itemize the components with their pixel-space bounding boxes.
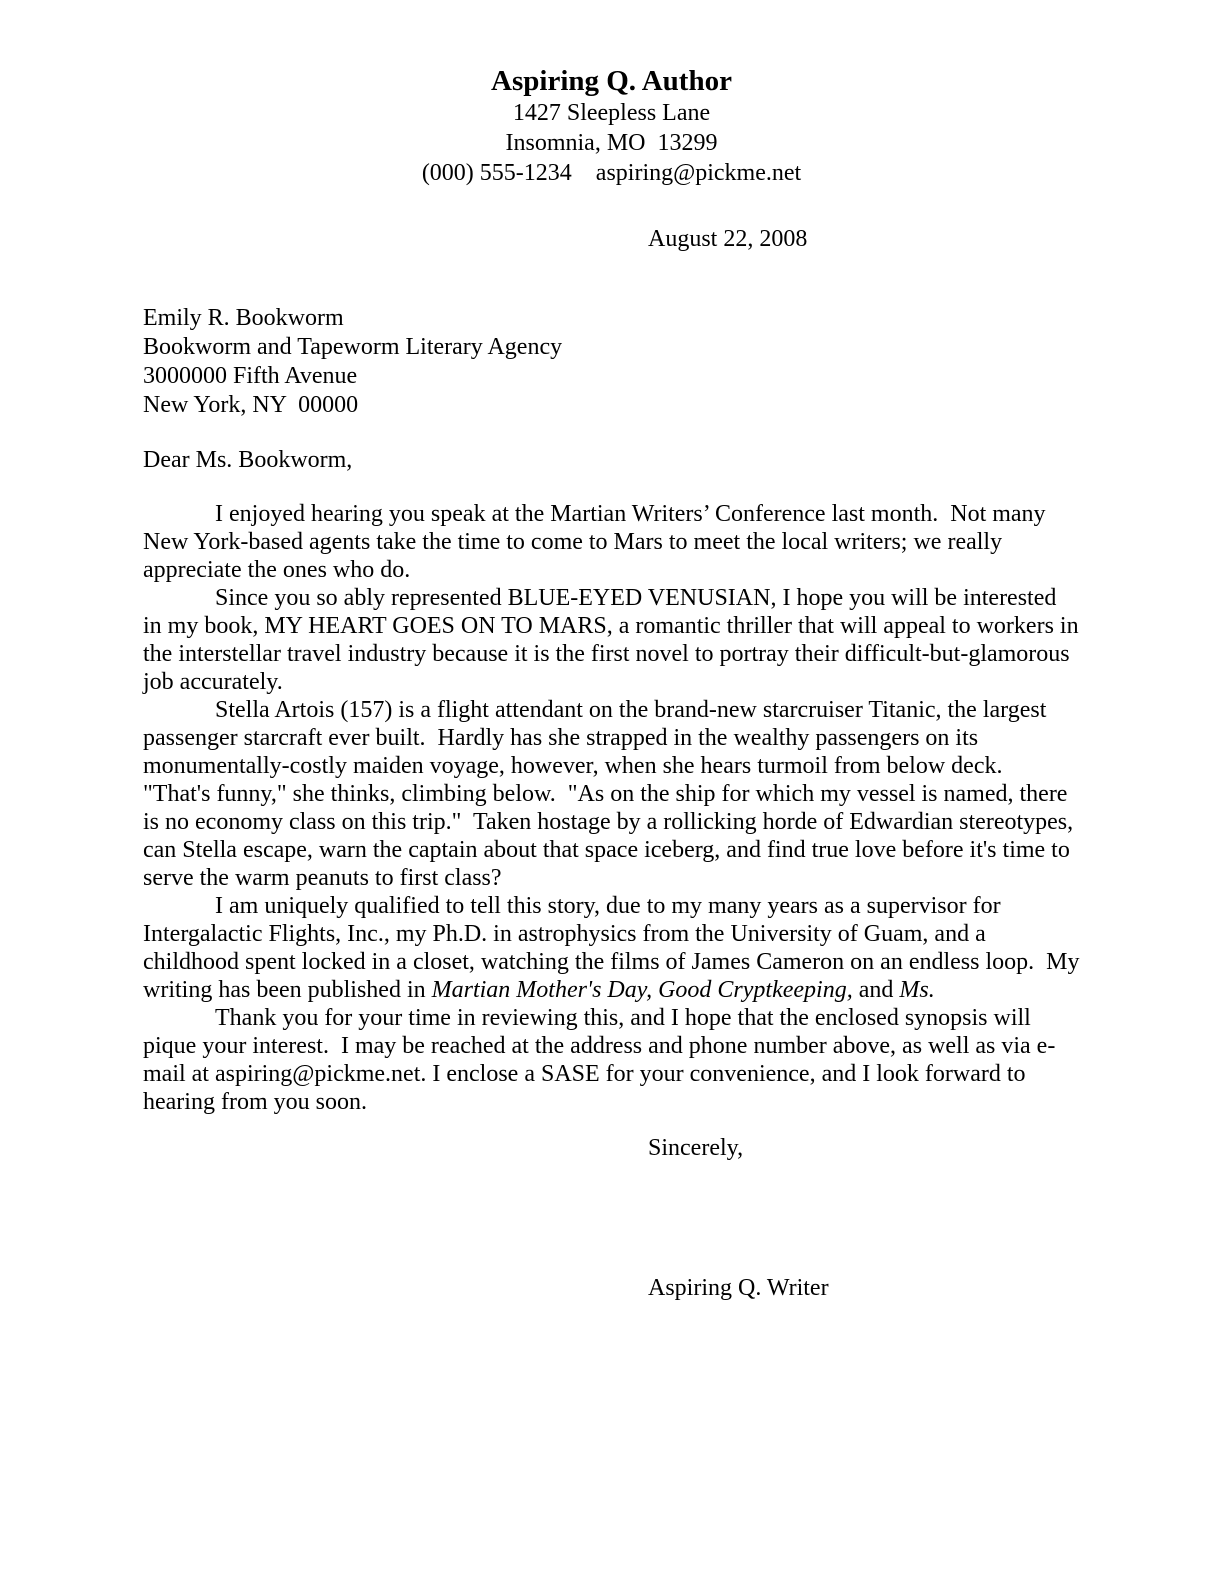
italic-text-run: Ms.	[899, 977, 935, 1003]
text-run: and	[852, 977, 900, 1003]
body-paragraph-5	[143, 1004, 1080, 1116]
recipient-agency: Bookworm and Tapeworm Literary Agency	[143, 334, 563, 360]
body-paragraph-3	[143, 696, 1080, 892]
recipient-block	[143, 304, 1080, 420]
recipient-city-state-zip: New York, NY 00000	[143, 392, 359, 418]
text-run: Since you so ably represented BLUE-EYED VENUSIAN, I hope you will be interested in my book, MY HEART GOES ON TO MARS, a romantic thriller that will appeal to workers in the interstellar travel industry because it is the first novel to portray their difficult-but-glamorous job accurately.	[143, 585, 1085, 695]
text-run: I enjoyed hearing you speak at the Martian Writers’ Conference last month. Not many New York-based agents take the time to come to Mars to meet the local writers; we really appreciate the ones who do.	[143, 501, 1052, 583]
letter-body	[143, 500, 1086, 1116]
recipient-name: Emily R. Bookworm	[143, 305, 344, 331]
body-paragraph-1	[143, 500, 1080, 584]
salutation: Dear Ms. Bookworm,	[143, 447, 353, 473]
signature-name: Aspiring Q. Writer	[648, 1275, 829, 1301]
sender-city-state-zip: Insomnia, MO 13299	[505, 130, 718, 156]
text-run: I am uniquely qualified to tell this story, due to my many years as a supervisor for Intergalactic Flights, Inc., my Ph.D. in astrophysics from the University of Guam, and a childhood spent locked in a closet, watching the films of James Cameron on an endless loop. My writing has been published in	[143, 893, 1086, 1003]
italic-text-run: Martian Mother's Day, Good Cryptkeeping,	[431, 977, 853, 1003]
letterhead	[143, 64, 1080, 188]
sender-street: 1427 Sleepless Lane	[512, 100, 711, 126]
date-line: August 22, 2008	[648, 226, 808, 252]
text-run: Thank you for your time in reviewing this, and I hope that the enclosed synopsis will pique your interest. I may be reached at the address and phone number above, as well as via e-mail at aspiring@pickme.net. I enclose a SASE for your convenience, and I look forward to hearing from you soon.	[143, 1005, 1056, 1115]
sender-phone-email: (000) 555-1234 aspiring@pickme.net	[421, 160, 802, 186]
body-paragraph-4	[143, 892, 1086, 1004]
closing: Sincerely,	[648, 1135, 744, 1161]
text-run: Stella Artois (157) is a flight attendant on the brand-new starcruiser Titanic, the largest passenger starcraft ever built. Hardly has she strapped in the wealthy passengers on its monumentally-costly maiden voyage, however, when she hears turmoil from below deck. "That's funny," she thinks, climbing below. "As on the ship for which my vessel is named, there is no economy class on this trip." Taken hostage by a rollicking horde of Edwardian stereotypes, can Stella escape, warn the captain about that space iceberg, and find true love before it's time to serve the warm peanuts to first class?	[143, 697, 1080, 891]
body-paragraph-2	[143, 584, 1085, 696]
sender-name: Aspiring Q. Author	[491, 65, 732, 97]
recipient-street: 3000000 Fifth Avenue	[143, 363, 358, 389]
